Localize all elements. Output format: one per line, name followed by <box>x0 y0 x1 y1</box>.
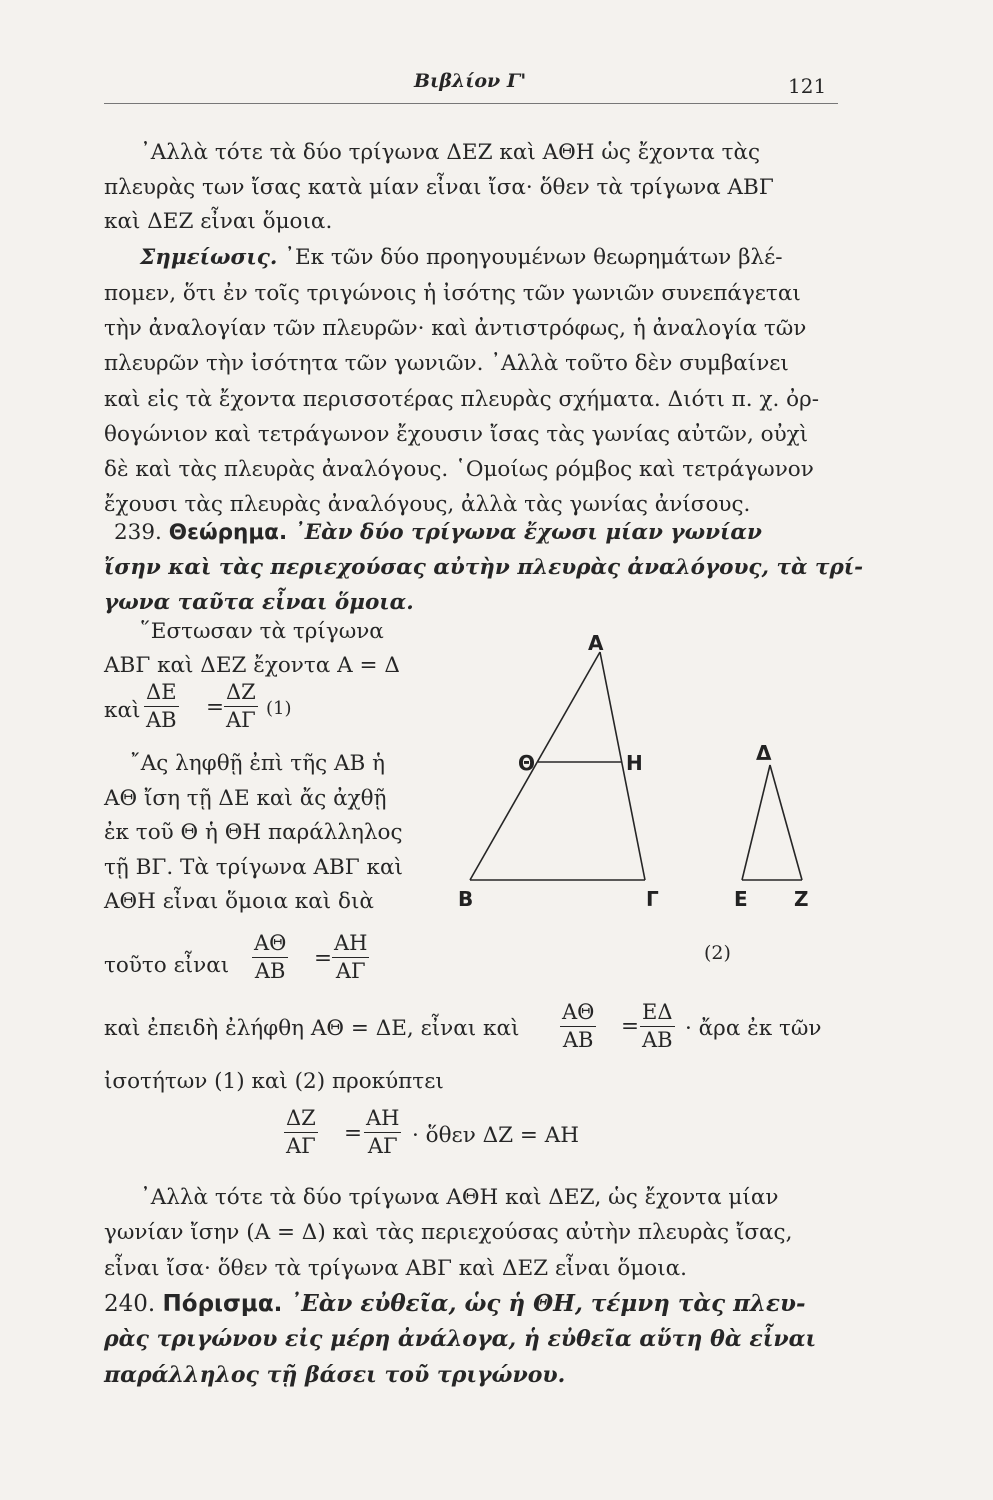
theorem-statement: ᾿Εὰν δύο τρίγωνα ἔχωσι μίαν γωνίαν <box>293 520 762 545</box>
eq4-equals: = <box>344 1121 363 1146</box>
eq3-frac-left: ΑΘ ΑΒ <box>562 1000 595 1052</box>
proof-othen: · ὅθεν ΔΖ = ΑΗ <box>412 1123 580 1148</box>
proof-epeidi: καὶ ἐπειδὴ ἐλήφθη ΑΘ = ΔΕ, εἶναι καὶ <box>104 1016 520 1041</box>
corollary-statement-line2: ρὰς τριγώνου εἰς μέρη ἀνάλογα, ἡ εὐθεῖα αὕτη θὰ εἶναι <box>104 1326 817 1352</box>
remark-line: ἔχουσι τὰς πλευρὰς ἀναλόγους, ἀλλὰ τὰς γωνίας ἀνίσους. <box>104 492 751 517</box>
running-title: Βιβλίον Γ' <box>414 70 527 92</box>
theorem-label: Θεώρημα. <box>168 520 288 545</box>
label-A: A <box>588 631 604 655</box>
side-DZ <box>770 765 802 880</box>
theorem-statement-line2: ἴσην καὶ τὰς περιεχούσας αὐτὴν πλευρὰς ἀναλόγους, τὰ τρί- <box>104 555 864 580</box>
remark-line: θογώνιον καὶ τετράγωνον ἔχουσιν ἴσας τὰς γωνίας αὐτῶν, οὐχὶ <box>104 422 809 447</box>
eq1-equals: = <box>206 695 225 720</box>
eq2-frac-right: ΑΗ ΑΓ <box>334 931 368 983</box>
remark-line: τὴν ἀναλογίαν τῶν πλευρῶν· καὶ ἀντιστρόφως, ἡ ἀναλογία τῶν <box>104 316 807 341</box>
para1-line: καὶ ΔΕΖ εἶναι ὅμοια. <box>104 209 333 234</box>
theorem-number: 239. <box>114 520 162 545</box>
para1-line: πλευρὰς των ἴσας κατὰ μίαν εἶναι ἴσα· ὅθεν τὰ τρίγωνα ΑΒΓ <box>104 175 774 200</box>
remark-line: δὲ καὶ τὰς πλευρὰς ἀναλόγους. ῾Ομοίως ρόμβος καὶ τετράγωνον <box>104 457 814 482</box>
proof-body-line: ἐκ τοῦ Θ ἡ ΘΗ παράλληλος <box>104 820 403 845</box>
remark-line: καὶ εἰς τὰ ἔχοντα περισσοτέρας πλευρὰς σχήματα. Διότι π. χ. ὀρ- <box>104 387 820 412</box>
conclusion-line: εἶναι ἴσα· ὅθεν τὰ τρίγωνα ΑΒΓ καὶ ΔΕΖ εἶναι ὅμοια. <box>104 1256 688 1281</box>
corollary-statement: ᾿Εὰν εὐθεῖα, ὡς ἡ ΘΗ, τέμνη τὰς πλευ- <box>289 1290 806 1317</box>
eq4-frac-right: ΑΗ ΑΓ <box>366 1106 400 1158</box>
remark-line: πλευρῶν τὴν ἰσότητα τῶν γωνιῶν. ᾿Αλλὰ τοῦτο δὲν συμβαίνει <box>104 351 789 376</box>
eq4-frac-left: ΔΖ ΑΓ <box>286 1106 316 1158</box>
proof-body-line: ῎Ας ληφθῇ ἐπὶ τῆς ΑΒ ἡ <box>130 751 385 776</box>
corollary-240-line1 <box>104 1292 806 1316</box>
corollary-number: 240. <box>104 1291 156 1317</box>
eq2-label: (2) <box>704 942 731 964</box>
label-H: H <box>626 751 643 775</box>
remark-line: πομεν, ὅτι ἐν τοῖς τριγώνοις ἡ ἰσότης τῶν γωνιῶν συνεπάγεται <box>104 281 801 306</box>
proof-body-line: ΑΘ ἴση τῇ ΔΕ καὶ ἄς ἀχθῇ <box>104 786 387 811</box>
proof-body-line: ΑΘΗ εἶναι ὅμοια καὶ διὰ <box>104 889 374 914</box>
eq2-equals: = <box>314 946 333 971</box>
label-Z: Z <box>794 887 809 911</box>
conclusion-line: ᾿Αλλὰ τότε τὰ δύο τρίγωνα ΑΘΗ καὶ ΔΕΖ, ὡς ἔχοντα μίαν <box>140 1185 779 1210</box>
para1-line: ᾿Αλλὰ τότε τὰ δύο τρίγωνα ΔΕΖ καὶ ΑΘΗ ὡς ἔχοντα τὰς <box>140 140 761 165</box>
proof-body-line: τῇ ΒΓ. Τὰ τρίγωνα ΑΒΓ καὶ <box>104 855 403 880</box>
proof-line2: ΑΒΓ καὶ ΔΕΖ ἔχοντα Α = Δ <box>104 653 400 678</box>
label-B: B <box>458 887 474 911</box>
theorem-239-line1 <box>114 522 762 544</box>
corollary-statement-line3: παράλληλος τῇ βάσει τοῦ τριγώνου. <box>104 1362 566 1388</box>
proof-line1: ῞Εστωσαν τὰ τρίγωνα <box>140 619 384 644</box>
proof-kai: καὶ <box>104 698 141 723</box>
proof-touto: τοῦτο εἶναι <box>104 953 230 978</box>
eq1-frac-right: ΔΖ ΑΓ <box>226 680 256 732</box>
eq1-frac-left: ΔΕ ΑΒ <box>146 680 177 732</box>
conclusion-line: γωνίαν ἴσην (Α = Δ) καὶ τὰς περιεχούσας αὐτὴν πλευρὰς ἴσας, <box>104 1220 793 1245</box>
remark-first-line-rest: ᾿Εκ τῶν δύο προηγουμένων θεωρημάτων βλέ- <box>277 245 783 270</box>
label-Th: Θ <box>518 751 536 775</box>
page-number: 121 <box>788 74 827 98</box>
eq3-equals: = <box>621 1014 640 1039</box>
eq3-frac-right: ΕΔ ΑΒ <box>642 1000 673 1052</box>
eq1-label: (1) <box>266 698 292 719</box>
eq2-frac-left: ΑΘ ΑΒ <box>254 931 287 983</box>
triangles-figure <box>440 630 840 920</box>
corollary-label: Πόρισμα. <box>162 1291 283 1317</box>
side-DE <box>742 765 770 880</box>
proof-ara: · ἄρα ἐκ τῶν <box>685 1016 822 1041</box>
proof-isotiton: ἰσοτήτων (1) καὶ (2) προκύπτει <box>104 1069 444 1094</box>
remark-first-line <box>140 247 783 269</box>
header-rule <box>104 103 838 104</box>
theorem-statement-line3: γωνα ταῦτα εἶναι ὅμοια. <box>104 590 414 615</box>
label-G: Γ <box>646 887 659 911</box>
label-D: Δ <box>756 741 772 765</box>
label-E: E <box>734 887 748 911</box>
remark-heading: Σημείωσις. <box>140 245 278 270</box>
